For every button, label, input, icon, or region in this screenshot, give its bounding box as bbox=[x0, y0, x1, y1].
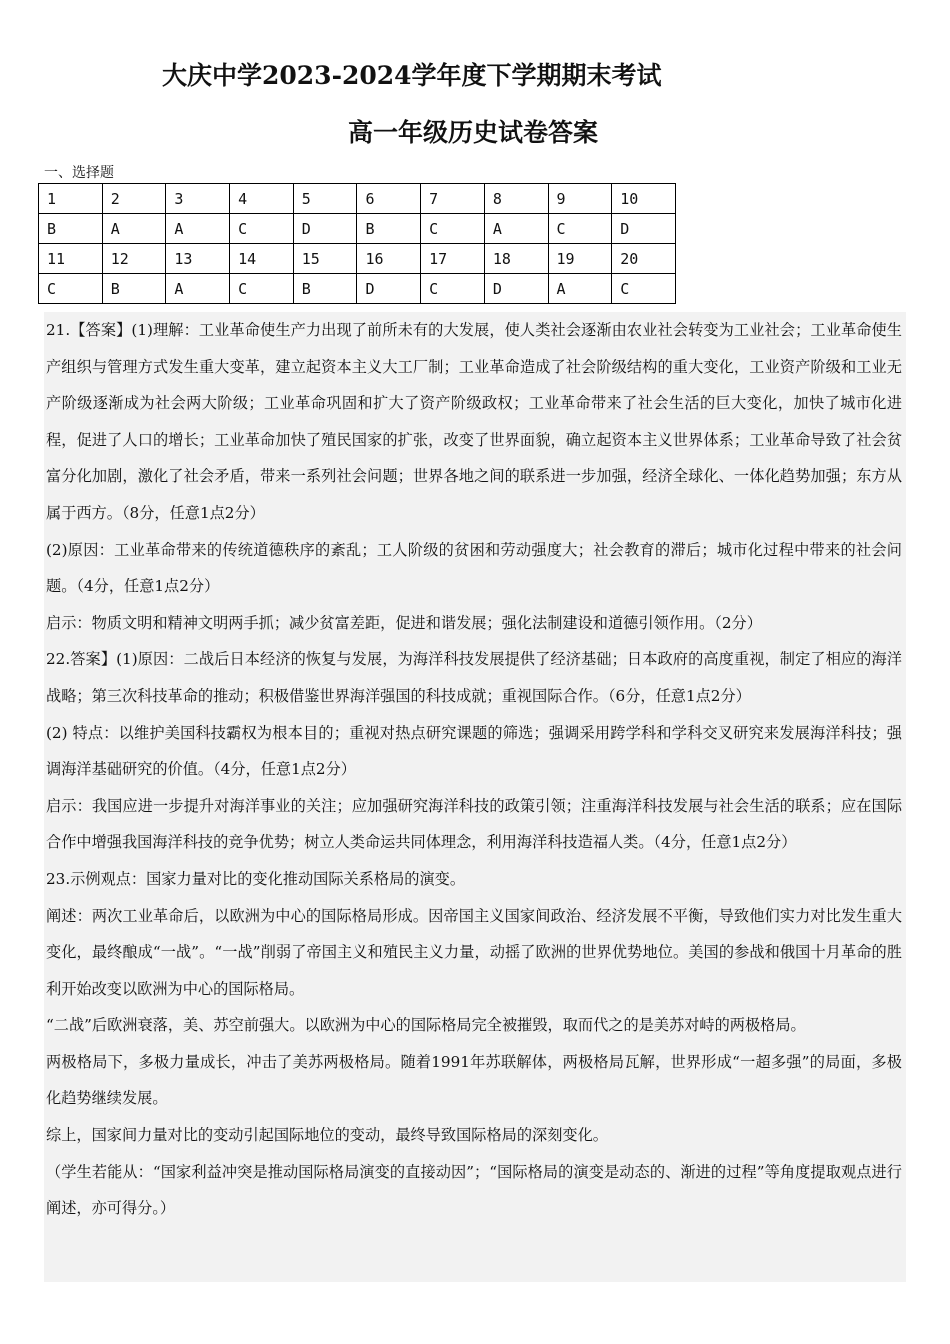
answer-paragraph: (2)原因：工业革命带来的传统道德秩序的紊乱；工人阶级的贫困和劳动强度大；社会教育的滞后；城市化过程中带来的社会问题。（4分，任意1点2分） bbox=[46, 540, 902, 596]
table-cell: A bbox=[548, 274, 612, 304]
table-cell: 19 bbox=[548, 244, 612, 274]
answer-paragraph: 23.示例观点：国家力量对比的变化推动国际关系格局的演变。 bbox=[46, 869, 466, 888]
table-cell: B bbox=[39, 214, 103, 244]
table-cell: C bbox=[421, 274, 485, 304]
answer-paragraph: 阐述：两次工业革命后，以欧洲为中心的国际格局形成。因帝国主义国家间政治、经济发展不平衡，导致他们实力对比发生重大变化，最终酿成“一战”。“一战”削弱了帝国主义和殖民主义力量，动摇了欧洲的世界优势地位。美国的参战和俄国十月革命的胜利开始改变以欧洲为中心的国际格局。 bbox=[46, 906, 902, 998]
table-cell: 5 bbox=[293, 184, 357, 214]
table-cell: C bbox=[39, 274, 103, 304]
table-cell: C bbox=[230, 214, 294, 244]
section-label: 一、选择题 bbox=[44, 165, 114, 181]
answer-paragraph: 22.答案】(1)原因：二战后日本经济的恢复与发展，为海洋科技发展提供了经济基础；日本政府的高度重视，制定了相应的海洋战略；第三次科技革命的推动；积极借鉴世界海洋强国的科技成就；重视国际合作。（6分，任意1点2分） bbox=[46, 650, 902, 705]
answer-key-row bbox=[39, 274, 676, 304]
table-cell: A bbox=[166, 214, 230, 244]
table-cell: A bbox=[484, 214, 548, 244]
table-cell: 18 bbox=[484, 244, 548, 274]
table-cell: 1 bbox=[39, 184, 103, 214]
answer-table bbox=[38, 183, 676, 304]
table-cell: D bbox=[293, 214, 357, 244]
table-cell: 10 bbox=[612, 184, 676, 214]
page-title: 大庆中学2023-2024学年度下学期期末考试 bbox=[162, 61, 662, 90]
table-cell: 11 bbox=[39, 244, 103, 274]
answer-body bbox=[44, 312, 906, 1282]
answer-paragraph: 启示：物质文明和精神文明两手抓；减少贫富差距，促进和谐发展；强化法制建设和道德引领作用。（2分） bbox=[46, 613, 762, 632]
table-cell: A bbox=[102, 214, 166, 244]
table-cell: 8 bbox=[484, 184, 548, 214]
table-cell: C bbox=[421, 214, 485, 244]
answer-paragraph: (2) 特点：以维护美国科技霸权为根本目的；重视对热点研究课题的筛选；强调采用跨学科和学科交叉研究来发展海洋科技；强调海洋基础研究的价值。（4分，任意1点2分） bbox=[46, 723, 902, 779]
table-cell: 2 bbox=[102, 184, 166, 214]
table-cell: 13 bbox=[166, 244, 230, 274]
table-cell: C bbox=[230, 274, 294, 304]
table-cell: 3 bbox=[166, 184, 230, 214]
answer-paragraph: （学生若能从：“国家利益冲突是推动国际格局演变的直接动因”；“国际格局的演变是动态的、渐进的过程”等角度提取观点进行阐述，亦可得分。） bbox=[46, 1162, 902, 1218]
table-cell: 12 bbox=[102, 244, 166, 274]
answer-paragraph: “二战”后欧洲衰落，美、苏空前强大。以欧洲为中心的国际格局完全被摧毁，取而代之的是美苏对峙的两极格局。 bbox=[46, 1016, 806, 1035]
table-cell: B bbox=[293, 274, 357, 304]
table-cell: C bbox=[548, 214, 612, 244]
table-cell: 9 bbox=[548, 184, 612, 214]
question-number-row bbox=[39, 184, 676, 214]
answer-paragraph: 两极格局下，多极力量成长，冲击了美苏两极格局。随着1991年苏联解体，两极格局瓦解，世界形成“一超多强”的局面，多极化趋势继续发展。 bbox=[46, 1052, 902, 1108]
table-cell: 4 bbox=[230, 184, 294, 214]
question-number-row bbox=[39, 244, 676, 274]
answer-paragraph: 21.【答案】(1)理解：工业革命使生产力出现了前所未有的大发展，使人类社会逐渐由农业社会转变为工业社会；工业革命使生产组织与管理方式发生重大变革，建立起资本主义大工厂制；工业革命造成了社会阶级结构的重大变化，工业资产阶级和工业无产阶级逐渐成为社会两大阶级；工业革命巩固和扩大了资产阶级政权；工业革命带来了社会生活的巨大变化，加快了城市化进程，促进了人口的增长；工业革命加快了殖民国家的扩张，改变了世界面貌，确立起资本主义世界体系；工业革命导致了社会贫富分化加剧，激化了社会矛盾，带来一系列社会问题；世界各地之间的联系进一步加强，经济全球化、一体化趋势加强；东方从属于西方。（8分，任意1点2分） bbox=[46, 321, 902, 522]
table-cell: D bbox=[484, 274, 548, 304]
table-cell: C bbox=[612, 274, 676, 304]
table-cell: 14 bbox=[230, 244, 294, 274]
table-cell: 7 bbox=[421, 184, 485, 214]
table-cell: A bbox=[166, 274, 230, 304]
table-cell: B bbox=[102, 274, 166, 304]
page-subtitle: 高一年级历史试卷答案 bbox=[348, 118, 599, 147]
table-cell: D bbox=[357, 274, 421, 304]
table-cell: 6 bbox=[357, 184, 421, 214]
table-cell: 17 bbox=[421, 244, 485, 274]
table-cell: B bbox=[357, 214, 421, 244]
table-cell: 15 bbox=[293, 244, 357, 274]
table-cell: D bbox=[612, 214, 676, 244]
table-cell: 16 bbox=[357, 244, 421, 274]
answer-paragraph: 综上，国家间力量对比的变动引起国际地位的变动，最终导致国际格局的深刻变化。 bbox=[46, 1126, 608, 1145]
table-cell: 20 bbox=[612, 244, 676, 274]
answer-key-row bbox=[39, 214, 676, 244]
answer-paragraph: 启示：我国应进一步提升对海洋事业的关注；应加强研究海洋科技的政策引领；注重海洋科技发展与社会生活的联系；应在国际合作中增强我国海洋科技的竞争优势；树立人类命运共同体理念，利用海洋科技造福人类。（4分，任意1点2分） bbox=[46, 796, 902, 852]
